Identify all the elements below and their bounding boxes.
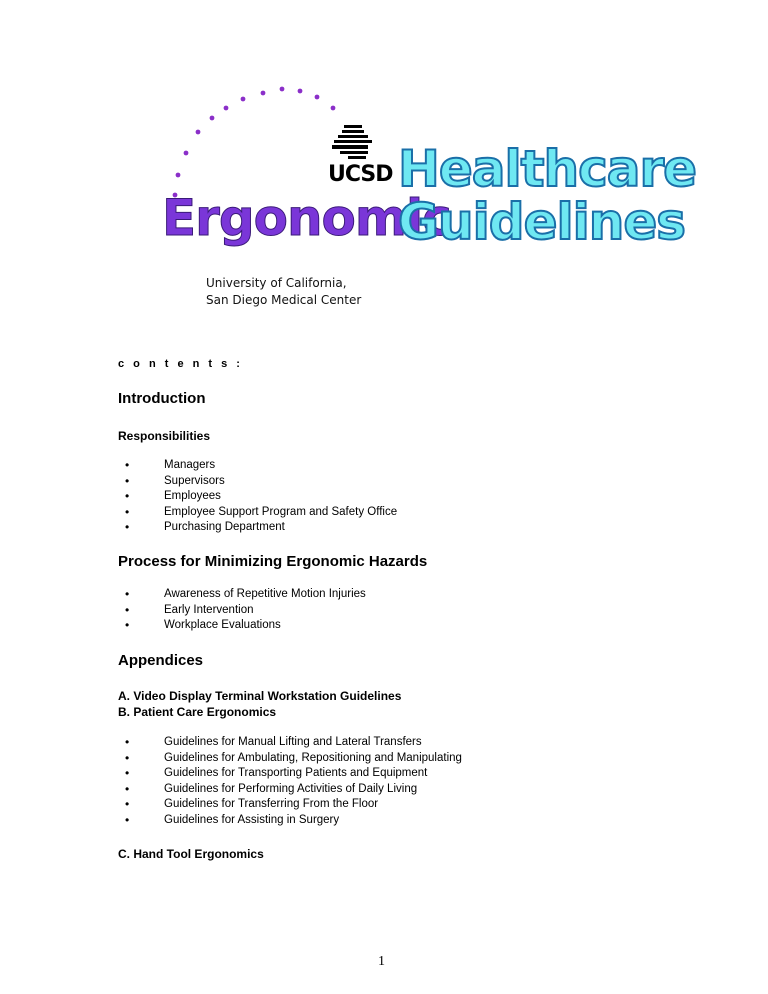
title-healthcare: Healthcare [398,140,697,198]
list-item: • Guidelines for Transferring From the Floor [118,797,462,813]
ucsd-emblem-icon [330,125,376,167]
list-item: • Guidelines for Performing Activities of Daily Living [118,782,462,798]
list-item: • Guidelines for Manual Lifting and Lateral Transfers [118,735,462,751]
list-item: • Workplace Evaluations [118,618,366,634]
process-list [118,587,366,634]
org-line-1: University of California, [206,276,347,290]
list-item: • Employee Support Program and Safety Office [118,505,397,521]
list-item: • Supervisors [118,474,397,490]
ucsd-wordmark: UCSD [328,162,393,187]
appendix-b: B. Patient Care Ergonomics [118,705,277,719]
org-line-2: San Diego Medical Center [206,293,362,307]
heading-process: Process for Minimizing Ergonomic Hazards [118,553,428,570]
responsibilities-list [118,458,397,536]
page-number: 1 [378,954,385,969]
appendix-c: C. Hand Tool Ergonomics [118,847,264,861]
list-item: • Early Intervention [118,603,366,619]
list-item: • Purchasing Department [118,520,397,536]
list-item: • Awareness of Repetitive Motion Injuries [118,587,366,603]
title-ergonomic: Ergonomic [162,189,451,247]
heading-introduction: Introduction [118,390,206,407]
title-guidelines: Guidelines [398,193,686,251]
organization-name [206,275,361,309]
patient-care-list [118,735,462,828]
heading-appendices: Appendices [118,652,204,669]
list-item: • Managers [118,458,397,474]
appendix-a: A. Video Display Terminal Workstation Guidelines [118,689,402,703]
heading-responsibilities: Responsibilities [118,429,211,443]
list-item: • Guidelines for Transporting Patients and Equipment [118,766,462,782]
list-item: • Guidelines for Assisting in Surgery [118,813,462,829]
list-item: • Employees [118,489,397,505]
list-item: • Guidelines for Ambulating, Repositioning and Manipulating [118,751,462,767]
contents-label: c o n t e n t s : [118,358,243,370]
